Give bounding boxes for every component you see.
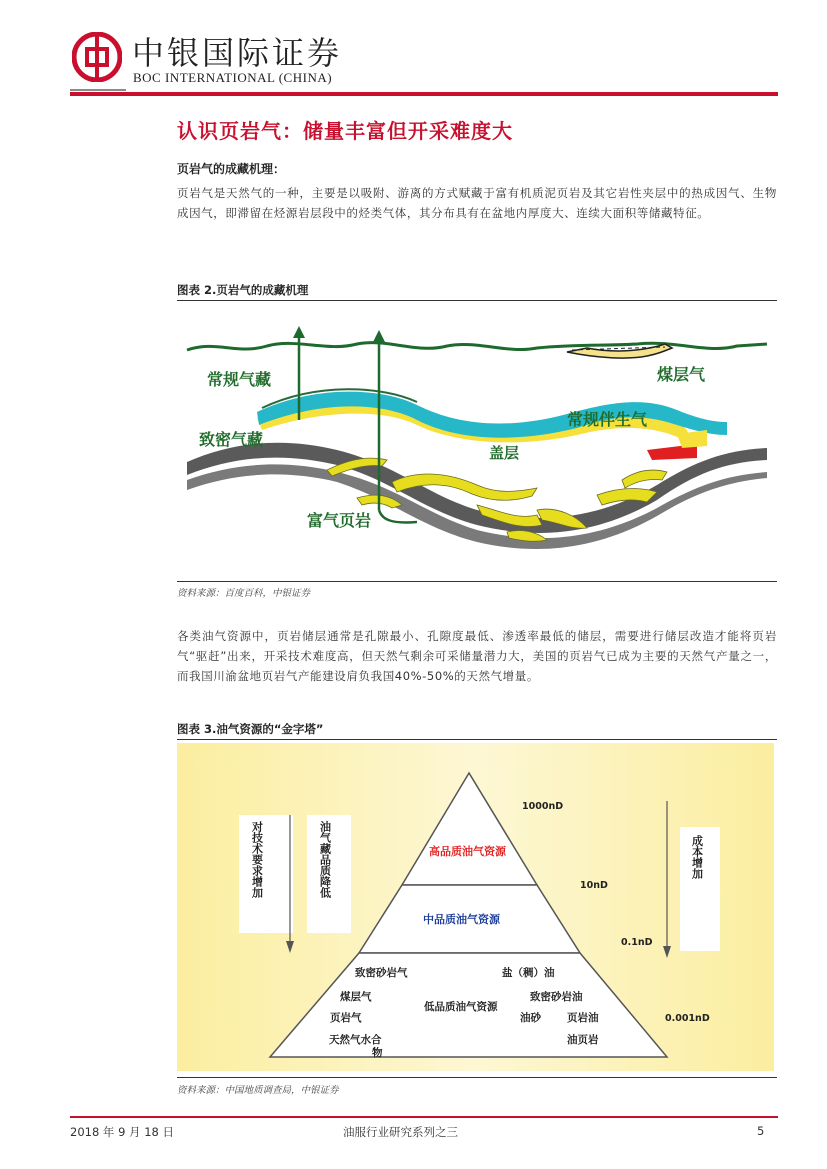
figure3-top-rule [177,739,777,740]
figure3-title: 图表 3.油气资源的“金字塔” [177,722,324,736]
boc-logo-icon [72,32,122,82]
left-arrow-label-1: 对技术要求增加 [250,821,264,898]
figure3-source: 资料来源：中国地质调查局，中银证券 [177,1085,339,1096]
brand-name-en: BOC INTERNATIONAL (CHINA) [133,70,333,85]
footer-series: 油服行业研究系列之三 [343,1125,458,1139]
item-tight-sand-gas: 致密砂岩气 [355,967,408,979]
label-conventional-reservoir: 常规气藏 [207,370,272,389]
perm-0.001nD: 0.001nD [665,1013,710,1024]
oil-gas-resource-pyramid [177,743,777,1071]
subheading: 页岩气的成藏机理： [177,162,286,176]
item-oil-sand: 油砂 [520,1012,541,1024]
section-title: 认识页岩气：储量丰富但开采难度大 [177,119,513,143]
item-oil-shale: 油页岩 [567,1034,599,1046]
footer-date: 2018 年 9 月 18 日 [70,1125,174,1139]
figure3-bottom-rule [177,1077,777,1078]
label-gas-rich-shale: 富气页岩 [307,511,372,530]
item-gas-hydrate-text: 天然气水合 [329,1034,382,1046]
figure2-top-rule [177,300,777,301]
figure2-title: 图表 2.页岩气的成藏机理 [177,283,309,297]
page-number: 5 [757,1124,765,1138]
left-arrow-label-2: 油气藏品质降低 [318,821,332,898]
intro-paragraph: 页岩气是天然气的一种，主要是以吸附、游离的方式赋藏于富有机质泥页岩及其它岩性夹层中的热成因气、生物成因气，即滞留在烃源岩层段中的烃类气体，其分布具有在盆地内厚度大、连续大面积等储藏特征。 [177,186,777,220]
brand-name-cn: 中银国际证券 [132,34,343,72]
label-coalbed-gas: 煤层气 [657,365,706,384]
right-arrow-label: 成本增加 [690,835,704,879]
tier-middle-label: 中品质油气资源 [423,913,500,926]
footer-rule [70,1116,778,1118]
tier-top-label: 高品质油气资源 [429,845,506,858]
item-gas-hydrate-text-line2: 物 [372,1047,383,1059]
figure2-bottom-rule [177,581,777,582]
header-rule [70,92,778,96]
tier-bottom-label: 低品质油气资源 [424,1001,498,1013]
left-box-1 [239,815,293,933]
figure2-source: 资料来源：百度百科，中银证券 [177,588,311,599]
item-shale-gas: 页岩气 [330,1012,362,1024]
perm-10nD: 10nD [580,880,608,891]
perm-1000nD: 1000nD [522,801,564,812]
perm-0.1nD: 0.1nD [621,937,653,948]
item-coalbed-gas: 煤层气 [340,991,372,1003]
item-tight-sand-oil: 致密砂岩油 [530,991,583,1003]
ground-surface [187,343,767,350]
item-shale-oil: 页岩油 [567,1012,599,1024]
label-tight-gas: 致密气藏 [199,430,264,449]
label-caprock: 盖层 [489,444,520,462]
item-heavy-oil: 盐（稠）油 [502,967,555,979]
header-accent-rule [70,89,126,91]
body-paragraph: 各类油气资源中，页岩储层通常是孔隙最小、孔隙度最低、渗透率最低的储层，需要进行储层改造才能将页岩气“驱赶”出来，开采技术难度高，但天然气剩余可采储量潜力大，美国的页岩气已成为主要的天然气产量之一，而我国川渝盆地页岩气产能建设肩负我国40%-50%的天然气增量。 [177,629,777,683]
label-associated-gas: 常规伴生气 [567,410,648,429]
shale-gas-formation-diagram [177,310,777,572]
